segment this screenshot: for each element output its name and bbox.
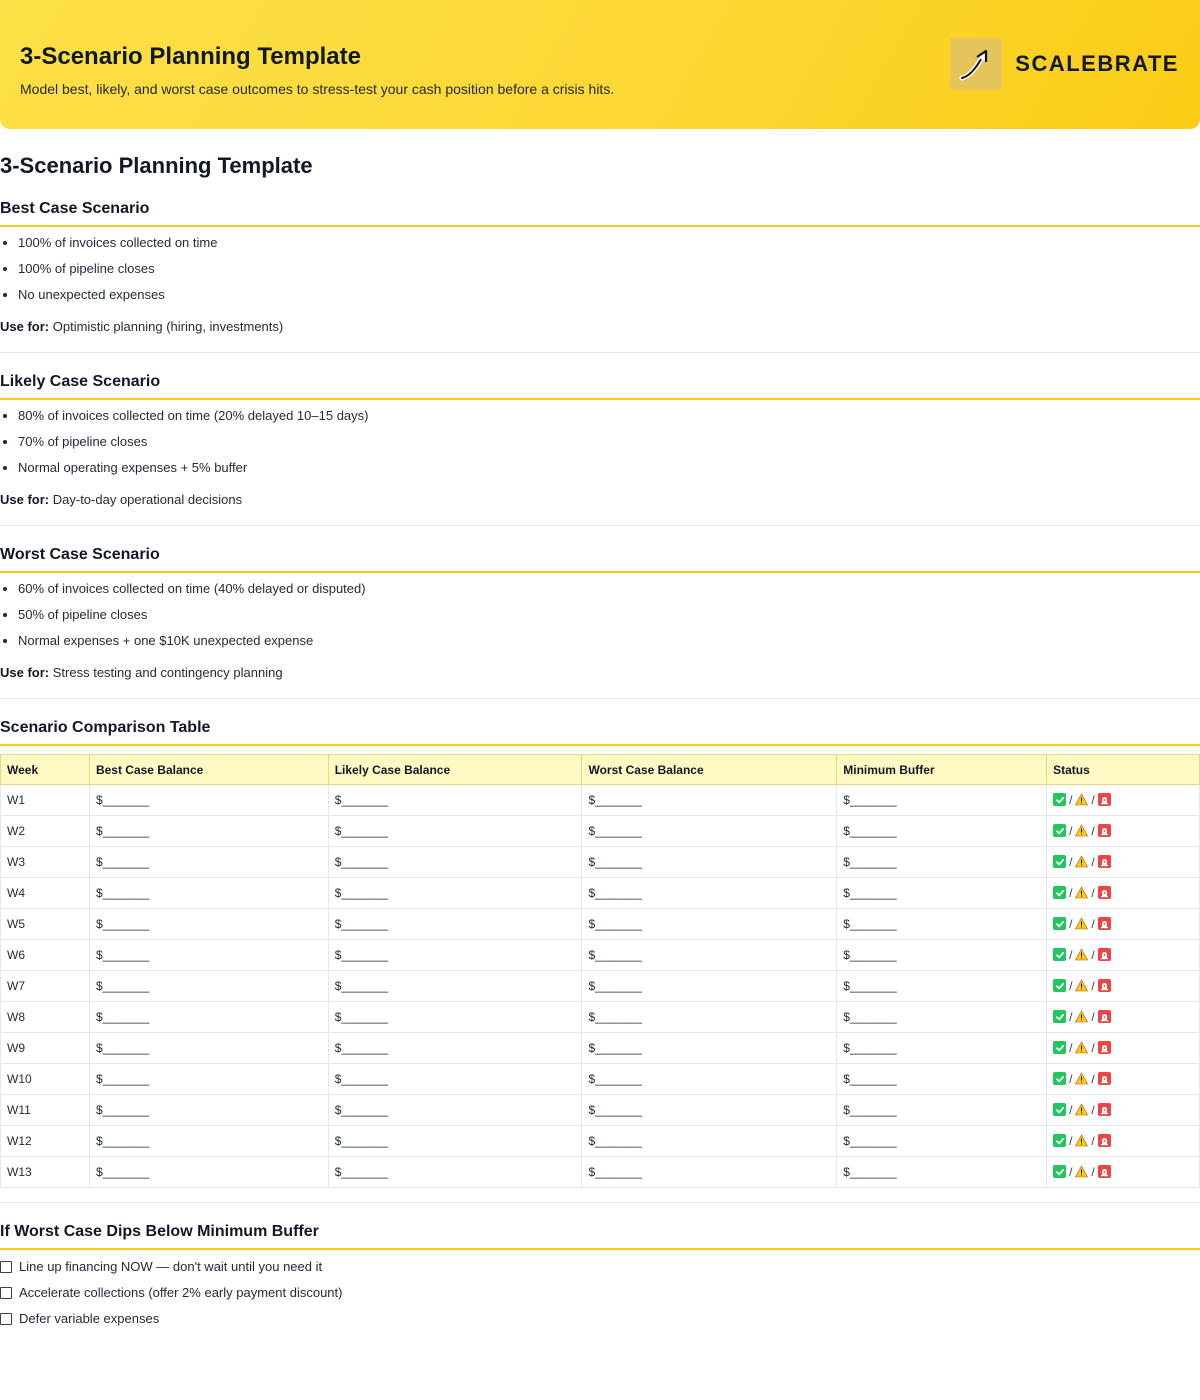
warning-icon	[1075, 793, 1088, 806]
status-options	[1053, 1165, 1111, 1179]
status-separator: /	[1091, 1071, 1095, 1086]
status-separator: /	[1069, 916, 1073, 931]
siren-icon	[1098, 1134, 1111, 1147]
table-row	[1, 1064, 1200, 1095]
table-row	[1, 909, 1200, 940]
status-options	[1053, 1010, 1111, 1024]
list-item: • 100% of invoices collected on time	[18, 235, 1200, 251]
likely-balance-cell[interactable]: $_______	[328, 971, 582, 1002]
column-header: Status	[1047, 755, 1200, 785]
worst-balance-cell[interactable]: $_______	[582, 940, 837, 971]
list-item: • 60% of invoices collected on time (40% delayed or disputed)	[18, 581, 1200, 597]
list-item: • Normal operating expenses + 5% buffer	[18, 460, 1200, 476]
warning-icon	[1075, 948, 1088, 961]
worst-case-heading: Worst Case Scenario	[0, 545, 1200, 573]
status-options	[1053, 979, 1111, 993]
comparison-table	[0, 754, 1200, 1188]
best-balance-cell[interactable]: $_______	[89, 785, 328, 816]
week-cell: W12	[1, 1126, 90, 1157]
check-mark-icon	[1053, 824, 1066, 837]
likely-case-heading: Likely Case Scenario	[0, 372, 1200, 400]
likely-balance-cell[interactable]: $_______	[328, 785, 582, 816]
worst-balance-cell[interactable]: $_______	[582, 1126, 837, 1157]
likely-case-list	[0, 408, 1200, 476]
column-header: Minimum Buffer	[837, 755, 1047, 785]
status-separator: /	[1069, 1009, 1073, 1024]
check-mark-icon	[1053, 917, 1066, 930]
worst-balance-cell[interactable]: $_______	[582, 878, 837, 909]
status-separator: /	[1091, 978, 1095, 993]
best-balance-cell[interactable]: $_______	[89, 940, 328, 971]
use-label: Use for:	[0, 492, 50, 507]
comparison-table-body	[1, 785, 1200, 1188]
siren-icon	[1098, 917, 1111, 930]
table-row	[1, 1002, 1200, 1033]
checklist-label: Line up financing NOW — don't wait until you need it	[19, 1259, 323, 1274]
worst-balance-cell[interactable]: $_______	[582, 785, 837, 816]
minimum-buffer-cell[interactable]: $_______	[837, 971, 1047, 1002]
status-options	[1053, 855, 1111, 869]
status-separator: /	[1091, 1009, 1095, 1024]
worst-case-section	[0, 545, 1200, 699]
document-body	[0, 129, 1200, 1326]
warning-icon	[1075, 917, 1088, 930]
status-separator: /	[1069, 1071, 1073, 1086]
worst-balance-cell[interactable]: $_______	[582, 971, 837, 1002]
likely-balance-cell[interactable]: $_______	[328, 847, 582, 878]
week-cell: W13	[1, 1157, 90, 1188]
status-separator: /	[1091, 792, 1095, 807]
worst-balance-cell[interactable]: $_______	[582, 909, 837, 940]
comparison-heading: Scenario Comparison Table	[0, 718, 1200, 746]
status-options	[1053, 948, 1111, 962]
table-row	[1, 1157, 1200, 1188]
warning-icon	[1075, 1165, 1088, 1178]
likely-balance-cell[interactable]: $_______	[328, 1095, 582, 1126]
check-mark-icon	[1053, 886, 1066, 899]
check-mark-icon	[1053, 793, 1066, 806]
warning-icon	[1075, 1041, 1088, 1054]
warning-icon	[1075, 886, 1088, 899]
list-item: • 50% of pipeline closes	[18, 607, 1200, 623]
likely-balance-cell[interactable]: $_______	[328, 1033, 582, 1064]
status-separator: /	[1091, 823, 1095, 838]
checkbox[interactable]	[0, 1313, 12, 1325]
table-row	[1, 878, 1200, 909]
likely-balance-cell[interactable]: $_______	[328, 1157, 582, 1188]
status-options	[1053, 1103, 1111, 1117]
likely-balance-cell[interactable]: $_______	[328, 1002, 582, 1033]
siren-icon	[1098, 1072, 1111, 1085]
status-separator: /	[1069, 978, 1073, 993]
check-mark-icon	[1053, 1103, 1066, 1116]
likely-balance-cell[interactable]: $_______	[328, 1126, 582, 1157]
best-balance-cell[interactable]: $_______	[89, 1033, 328, 1064]
use-label: Use for:	[0, 665, 50, 680]
best-case-heading: Best Case Scenario	[0, 199, 1200, 227]
column-header: Best Case Balance	[89, 755, 328, 785]
best-balance-cell[interactable]: $_______	[89, 1002, 328, 1033]
warning-icon	[1075, 1103, 1088, 1116]
list-item: • Normal expenses + one $10K unexpected expense	[18, 633, 1200, 649]
use-text: Stress testing and contingency planning	[52, 665, 283, 680]
actions-section	[0, 1222, 1200, 1327]
actions-checklist	[0, 1259, 1200, 1327]
week-cell: W1	[1, 785, 90, 816]
brand-name: SCALEBRATE	[1015, 51, 1179, 76]
siren-icon	[1098, 948, 1111, 961]
likely-balance-cell[interactable]: $_______	[328, 909, 582, 940]
worst-balance-cell[interactable]: $_______	[582, 1095, 837, 1126]
list-item: • 70% of pipeline closes	[18, 434, 1200, 450]
status-cell	[1047, 878, 1200, 909]
siren-icon	[1098, 1165, 1111, 1178]
best-case-use	[0, 319, 1200, 335]
minimum-buffer-cell[interactable]: $_______	[837, 878, 1047, 909]
table-header-row	[1, 755, 1200, 785]
header-subtitle: Model best, likely, and worst case outcomes to stress-test your cash position before a crisis hits.	[20, 81, 615, 97]
worst-balance-cell[interactable]: $_______	[582, 1064, 837, 1095]
status-separator: /	[1091, 885, 1095, 900]
checklist-item[interactable]	[0, 1311, 1200, 1327]
table-row	[1, 971, 1200, 1002]
status-cell	[1047, 971, 1200, 1002]
check-mark-icon	[1053, 979, 1066, 992]
table-row	[1, 1126, 1200, 1157]
status-cell	[1047, 1064, 1200, 1095]
status-separator: /	[1069, 823, 1073, 838]
siren-icon	[1098, 886, 1111, 899]
best-balance-cell[interactable]: $_______	[89, 847, 328, 878]
week-cell: W2	[1, 816, 90, 847]
worst-balance-cell[interactable]: $_______	[582, 1033, 837, 1064]
warning-icon	[1075, 855, 1088, 868]
rising-arrow-icon	[950, 38, 1002, 90]
minimum-buffer-cell[interactable]: $_______	[837, 785, 1047, 816]
check-mark-icon	[1053, 1041, 1066, 1054]
siren-icon	[1098, 1103, 1111, 1116]
checklist-item[interactable]	[0, 1259, 1200, 1275]
worst-balance-cell[interactable]: $_______	[582, 1002, 837, 1033]
best-case-list	[0, 235, 1200, 303]
status-separator: /	[1069, 1133, 1073, 1148]
best-balance-cell[interactable]: $_______	[89, 1095, 328, 1126]
status-cell	[1047, 816, 1200, 847]
status-cell	[1047, 1126, 1200, 1157]
checkbox[interactable]	[0, 1287, 12, 1299]
status-cell	[1047, 847, 1200, 878]
checklist-label: Accelerate collections (offer 2% early payment discount)	[19, 1285, 343, 1300]
likely-balance-cell[interactable]: $_______	[328, 940, 582, 971]
status-separator: /	[1091, 916, 1095, 931]
status-cell	[1047, 1033, 1200, 1064]
status-options	[1053, 793, 1111, 807]
best-balance-cell[interactable]: $_______	[89, 971, 328, 1002]
check-mark-icon	[1053, 1010, 1066, 1023]
status-separator: /	[1069, 1164, 1073, 1179]
status-separator: /	[1069, 854, 1073, 869]
status-cell	[1047, 785, 1200, 816]
checkbox[interactable]	[0, 1261, 12, 1273]
table-row	[1, 1033, 1200, 1064]
minimum-buffer-cell[interactable]: $_______	[837, 1126, 1047, 1157]
status-options	[1053, 1134, 1111, 1148]
list-item: • No unexpected expenses	[18, 287, 1200, 303]
best-balance-cell[interactable]: $_______	[89, 909, 328, 940]
best-balance-cell[interactable]: $_______	[89, 1064, 328, 1095]
header-title: 3-Scenario Planning Template	[20, 43, 361, 70]
worst-balance-cell[interactable]: $_______	[582, 1157, 837, 1188]
use-label: Use for:	[0, 319, 50, 334]
siren-icon	[1098, 824, 1111, 837]
status-options	[1053, 824, 1111, 838]
use-text: Day-to-day operational decisions	[52, 492, 243, 507]
siren-icon	[1098, 1041, 1111, 1054]
brand	[950, 38, 1179, 90]
best-balance-cell[interactable]: $_______	[89, 1157, 328, 1188]
status-cell	[1047, 1095, 1200, 1126]
week-cell: W10	[1, 1064, 90, 1095]
worst-case-use	[0, 665, 1200, 681]
minimum-buffer-cell[interactable]: $_______	[837, 940, 1047, 971]
status-cell	[1047, 1157, 1200, 1188]
week-cell: W3	[1, 847, 90, 878]
warning-icon	[1075, 1072, 1088, 1085]
status-options	[1053, 886, 1111, 900]
minimum-buffer-cell[interactable]: $_______	[837, 1095, 1047, 1126]
comparison-section	[0, 718, 1200, 1203]
status-separator: /	[1069, 885, 1073, 900]
table-row	[1, 1095, 1200, 1126]
table-row	[1, 847, 1200, 878]
warning-icon	[1075, 824, 1088, 837]
status-separator: /	[1091, 854, 1095, 869]
likely-case-section	[0, 372, 1200, 526]
worst-case-list	[0, 581, 1200, 649]
minimum-buffer-cell[interactable]: $_______	[837, 1002, 1047, 1033]
likely-balance-cell[interactable]: $_______	[328, 816, 582, 847]
warning-icon	[1075, 1010, 1088, 1023]
table-row	[1, 940, 1200, 971]
table-row	[1, 816, 1200, 847]
week-cell: W11	[1, 1095, 90, 1126]
header-banner	[0, 0, 1200, 129]
siren-icon	[1098, 855, 1111, 868]
column-header: Likely Case Balance	[328, 755, 582, 785]
week-cell: W7	[1, 971, 90, 1002]
status-separator: /	[1091, 1133, 1095, 1148]
check-mark-icon	[1053, 1165, 1066, 1178]
actions-heading: If Worst Case Dips Below Minimum Buffer	[0, 1222, 1200, 1250]
check-mark-icon	[1053, 1072, 1066, 1085]
minimum-buffer-cell[interactable]: $_______	[837, 847, 1047, 878]
status-separator: /	[1069, 792, 1073, 807]
status-options	[1053, 1041, 1111, 1055]
checklist-label: Defer variable expenses	[19, 1311, 160, 1326]
best-balance-cell[interactable]: $_______	[89, 878, 328, 909]
week-cell: W5	[1, 909, 90, 940]
worst-balance-cell[interactable]: $_______	[582, 816, 837, 847]
week-cell: W4	[1, 878, 90, 909]
list-item: • 100% of pipeline closes	[18, 261, 1200, 277]
best-balance-cell[interactable]: $_______	[89, 816, 328, 847]
status-separator: /	[1069, 1102, 1073, 1117]
siren-icon	[1098, 979, 1111, 992]
week-cell: W9	[1, 1033, 90, 1064]
warning-icon	[1075, 1134, 1088, 1147]
list-item: • 80% of invoices collected on time (20% delayed 10–15 days)	[18, 408, 1200, 424]
minimum-buffer-cell[interactable]: $_______	[837, 816, 1047, 847]
best-balance-cell[interactable]: $_______	[89, 1126, 328, 1157]
likely-case-use	[0, 492, 1200, 508]
status-cell	[1047, 940, 1200, 971]
status-separator: /	[1091, 1102, 1095, 1117]
minimum-buffer-cell[interactable]: $_______	[837, 1033, 1047, 1064]
week-cell: W6	[1, 940, 90, 971]
check-mark-icon	[1053, 855, 1066, 868]
best-case-section	[0, 199, 1200, 353]
table-row	[1, 785, 1200, 816]
status-separator: /	[1069, 1040, 1073, 1055]
siren-icon	[1098, 793, 1111, 806]
likely-balance-cell[interactable]: $_______	[328, 1064, 582, 1095]
status-separator: /	[1069, 947, 1073, 962]
column-header: Worst Case Balance	[582, 755, 837, 785]
checklist-item[interactable]	[0, 1285, 1200, 1301]
warning-icon	[1075, 979, 1088, 992]
check-mark-icon	[1053, 1134, 1066, 1147]
status-separator: /	[1091, 1164, 1095, 1179]
use-text: Optimistic planning (hiring, investments)	[52, 319, 284, 334]
status-cell	[1047, 909, 1200, 940]
worst-balance-cell[interactable]: $_______	[582, 847, 837, 878]
check-mark-icon	[1053, 948, 1066, 961]
siren-icon	[1098, 1010, 1111, 1023]
minimum-buffer-cell[interactable]: $_______	[837, 1064, 1047, 1095]
likely-balance-cell[interactable]: $_______	[328, 878, 582, 909]
status-separator: /	[1091, 947, 1095, 962]
status-options	[1053, 917, 1111, 931]
column-header: Week	[1, 755, 90, 785]
status-options	[1053, 1072, 1111, 1086]
week-cell: W8	[1, 1002, 90, 1033]
status-separator: /	[1091, 1040, 1095, 1055]
minimum-buffer-cell[interactable]: $_______	[837, 1157, 1047, 1188]
status-cell	[1047, 1002, 1200, 1033]
minimum-buffer-cell[interactable]: $_______	[837, 909, 1047, 940]
document-title: 3-Scenario Planning Template	[0, 153, 313, 178]
